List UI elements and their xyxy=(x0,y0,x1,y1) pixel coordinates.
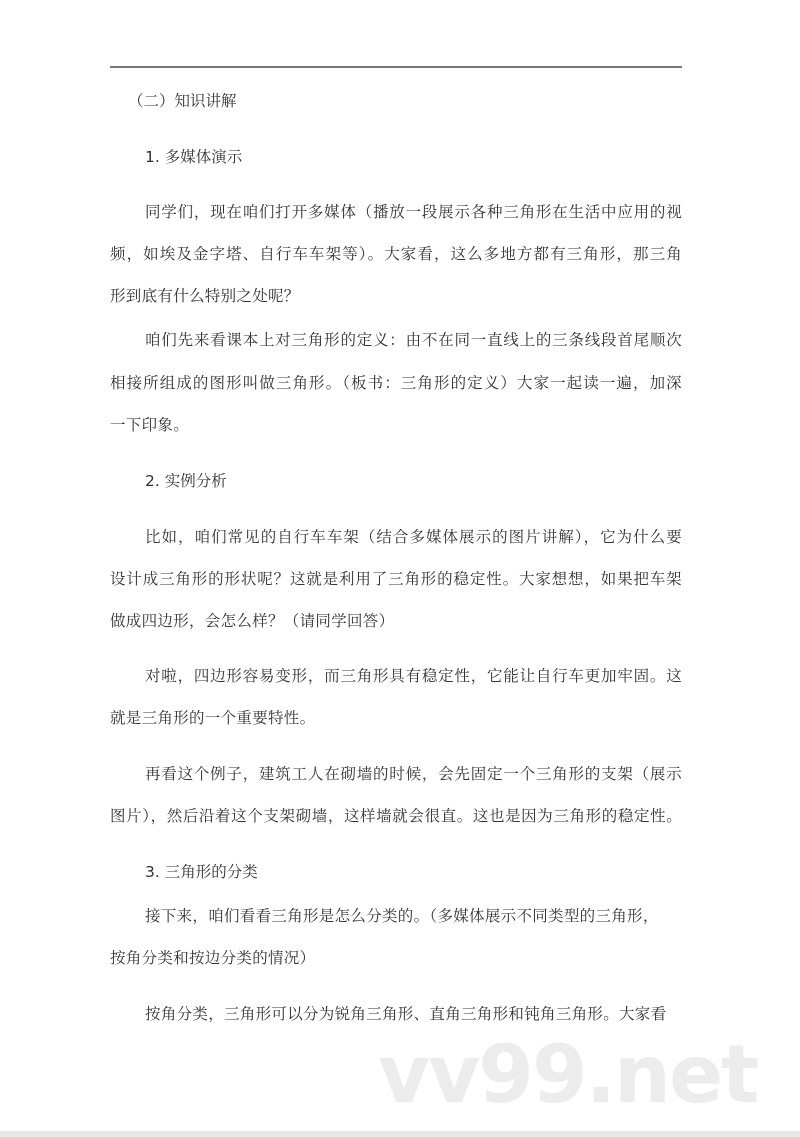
subheading-classification: 3. 三角形的分类 xyxy=(145,863,258,881)
paragraph-line: 同学们，现在咱们打开多媒体（播放一段展示各种三角形在生活中应用的视 xyxy=(145,203,682,221)
paragraph-line: 相接所组成的图形叫做三角形。（板书：三角形的定义）大家一起读一遍，加深 xyxy=(110,374,682,392)
paragraph-line: 图片），然后沿着这个支架砌墙，这样墙就会很直。这也是因为三角形的稳定性。 xyxy=(110,807,682,825)
paragraph-line: 一下印象。 xyxy=(110,416,190,434)
paragraph-line: 接下来，咱们看看三角形是怎么分类的。（多媒体展示不同类型的三角形， xyxy=(145,907,659,925)
paragraph-line: 按角分类，三角形可以分为锐角三角形、直角三角形和钝角三角形。大家看 xyxy=(145,1005,667,1023)
paragraph-line: 形到底有什么特别之处呢？ xyxy=(110,287,300,305)
subheading-examples: 2. 实例分析 xyxy=(145,472,227,490)
paragraph-line: 比如，咱们常见的自行车车架（结合多媒体展示的图片讲解），它为什么要 xyxy=(145,528,682,546)
paragraph-line: 对啦，四边形容易变形，而三角形具有稳定性，它能让自行车更加牢固。这 xyxy=(145,667,682,685)
watermark: vv99.net xyxy=(378,1028,758,1121)
page-bottom-edge xyxy=(0,1131,800,1137)
paragraph-line: 做成四边形，会怎么样？（请同学回答） xyxy=(110,612,395,630)
paragraph-line: 再看这个例子，建筑工人在砌墙的时候，会先固定一个三角形的支架（展示 xyxy=(145,765,682,783)
section-title: （二）知识讲解 xyxy=(128,92,237,110)
paragraph-line: 就是三角形的一个重要特性。 xyxy=(110,709,316,727)
paragraph-line: 频，如埃及金字塔、自行车车架等）。大家看，这么多地方都有三角形，那三角 xyxy=(110,245,682,263)
paragraph-line: 咱们先来看课本上对三角形的定义：由不在同一直线上的三条线段首尾顺次 xyxy=(145,331,682,349)
paragraph-line: 设计成三角形的形状呢？这就是利用了三角形的稳定性。大家想想，如果把车架 xyxy=(110,570,682,588)
subheading-multimedia: 1. 多媒体演示 xyxy=(145,148,243,166)
header-rule xyxy=(110,66,682,68)
paragraph-line: 按角分类和按边分类的情况） xyxy=(110,949,316,967)
